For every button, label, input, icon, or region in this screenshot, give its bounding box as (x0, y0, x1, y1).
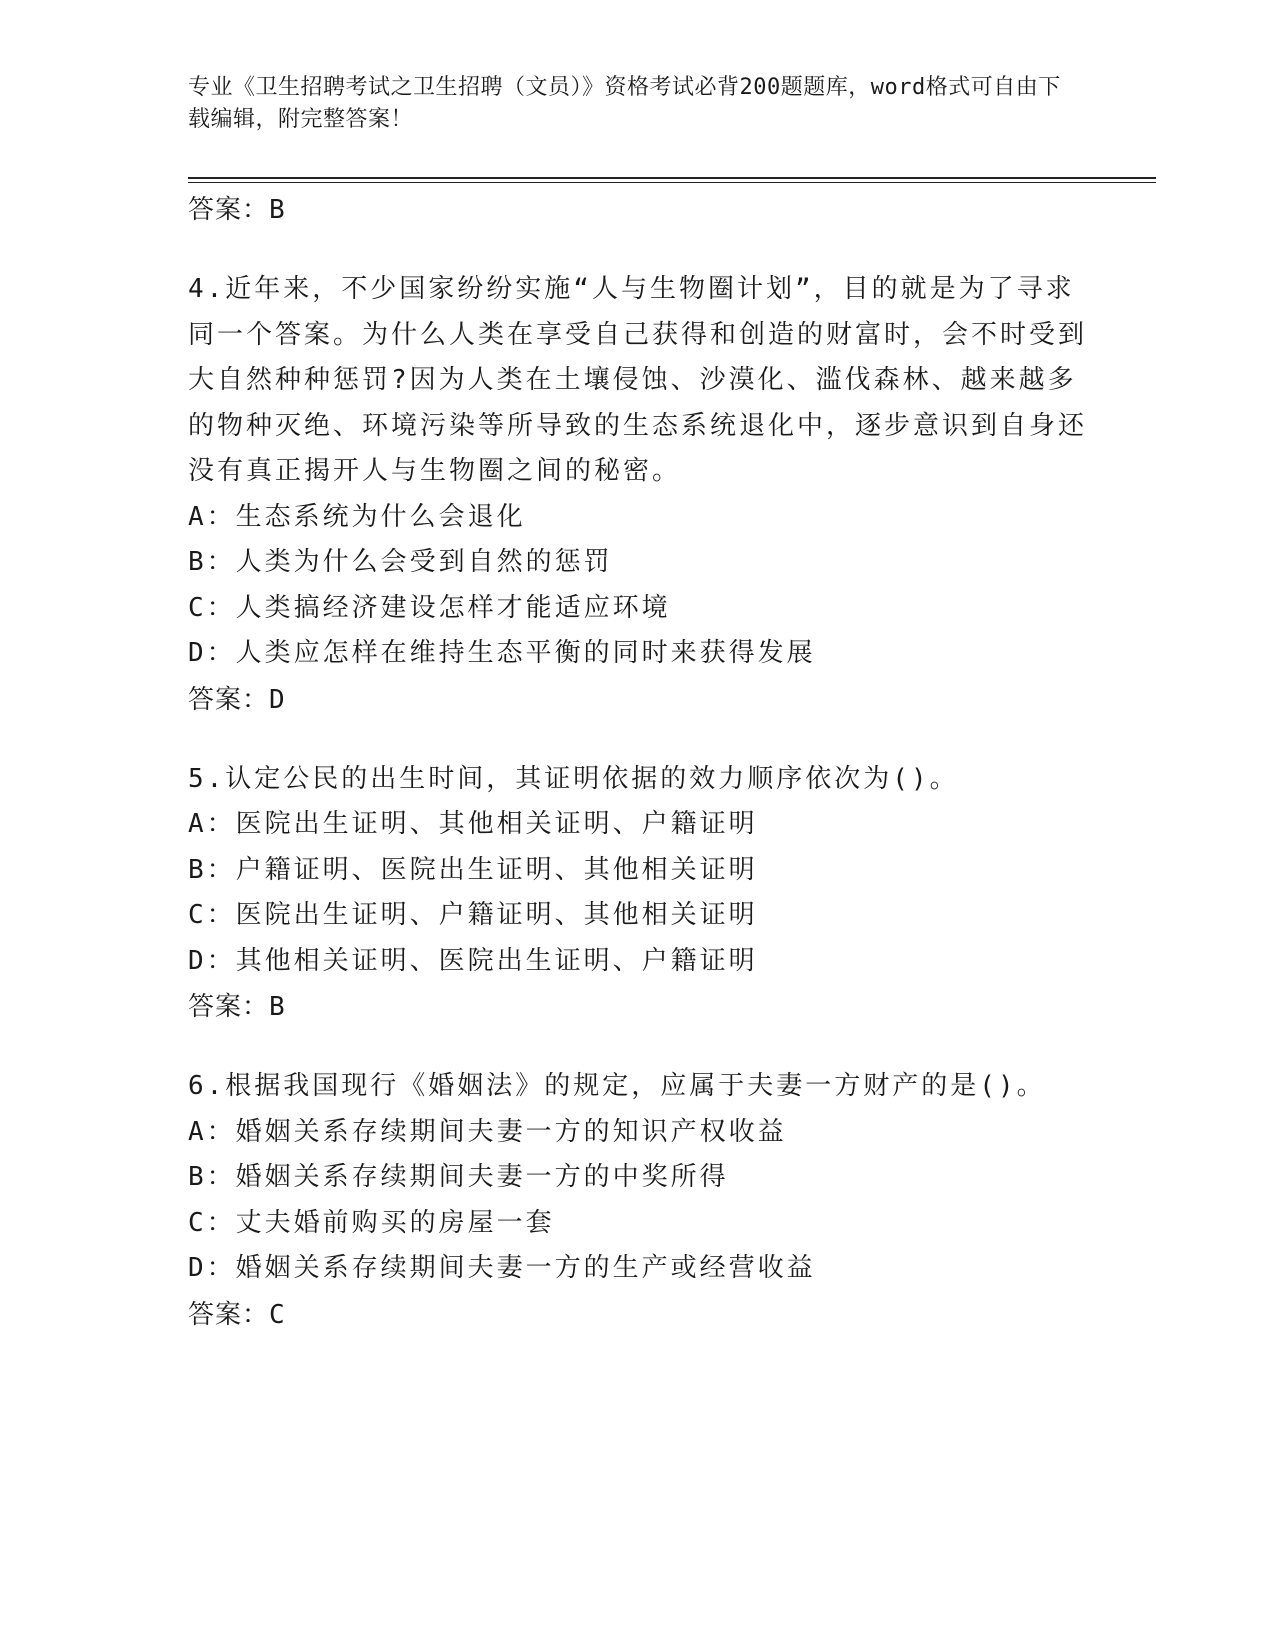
question-6 (188, 1064, 1088, 1338)
spacer (188, 723, 1088, 757)
question-stem: 6.根据我国现行《婚姻法》的规定，应属于夫妻一方财产的是()。 (188, 1071, 1046, 1101)
option-b: B：户籍证明、医院出生证明、其他相关证明 (188, 854, 758, 885)
option-c: C：人类搞经济建设怎样才能适应环境 (188, 592, 671, 623)
question-answer: 答案：B (188, 992, 286, 1022)
option-d: D：婚姻关系存续期间夫妻一方的生产或经营收益 (188, 1253, 816, 1283)
header-rule-thick (188, 177, 1156, 179)
option-a: A：生态系统为什么会退化 (188, 501, 526, 532)
option-c: C：丈夫婚前购买的房屋一套 (188, 1207, 555, 1238)
option-b: B：人类为什么会受到自然的惩罚 (188, 547, 613, 577)
option-d: D：其他相关证明、医院出生证明、户籍证明 (188, 945, 758, 976)
previous-answer: 答案：B (188, 195, 286, 225)
option-a: A：婚姻关系存续期间夫妻一方的知识产权收益 (188, 1116, 787, 1147)
option-a: A：医院出生证明、其他相关证明、户籍证明 (188, 809, 758, 839)
option-b: B：婚姻关系存续期间夫妻一方的中奖所得 (188, 1162, 729, 1192)
option-d: D：人类应怎样在维持生态平衡的同时来获得发展 (188, 638, 816, 668)
question-answer: 答案：D (188, 684, 286, 715)
option-c: C：医院出生证明、户籍证明、其他相关证明 (188, 900, 758, 930)
question-4 (188, 267, 1088, 723)
question-stem: 5.认定公民的出生时间，其证明依据的效力顺序依次为()。 (188, 763, 959, 794)
document-content (188, 187, 1088, 1338)
question-stem: 4.近年来，不少国家纷纷实施“人与生物圈计划”，目的就是为了寻求同一个答案。为什么人类在享受自己获得和创造的财富时，会不时受到大自然种种惩罚?因为人类在土壤侵蚀、沙漠化、滥伐森林、越来越多的物种灭绝、环境污染等所导致的生态系统退化中，逐步意识到自身还没有真正揭开人与生物圈之间的秘密。 (188, 274, 1088, 486)
spacer (188, 233, 1088, 267)
question-answer: 答案：C (188, 1299, 286, 1330)
question-5 (188, 757, 1088, 1031)
spacer (188, 1030, 1088, 1064)
header-rule-thin (188, 182, 1156, 183)
document-header: 专业《卫生招聘考试之卫生招聘（文员）》资格考试必背200题题库，word格式可自由下载编辑，附完整答案！ (188, 75, 1061, 132)
